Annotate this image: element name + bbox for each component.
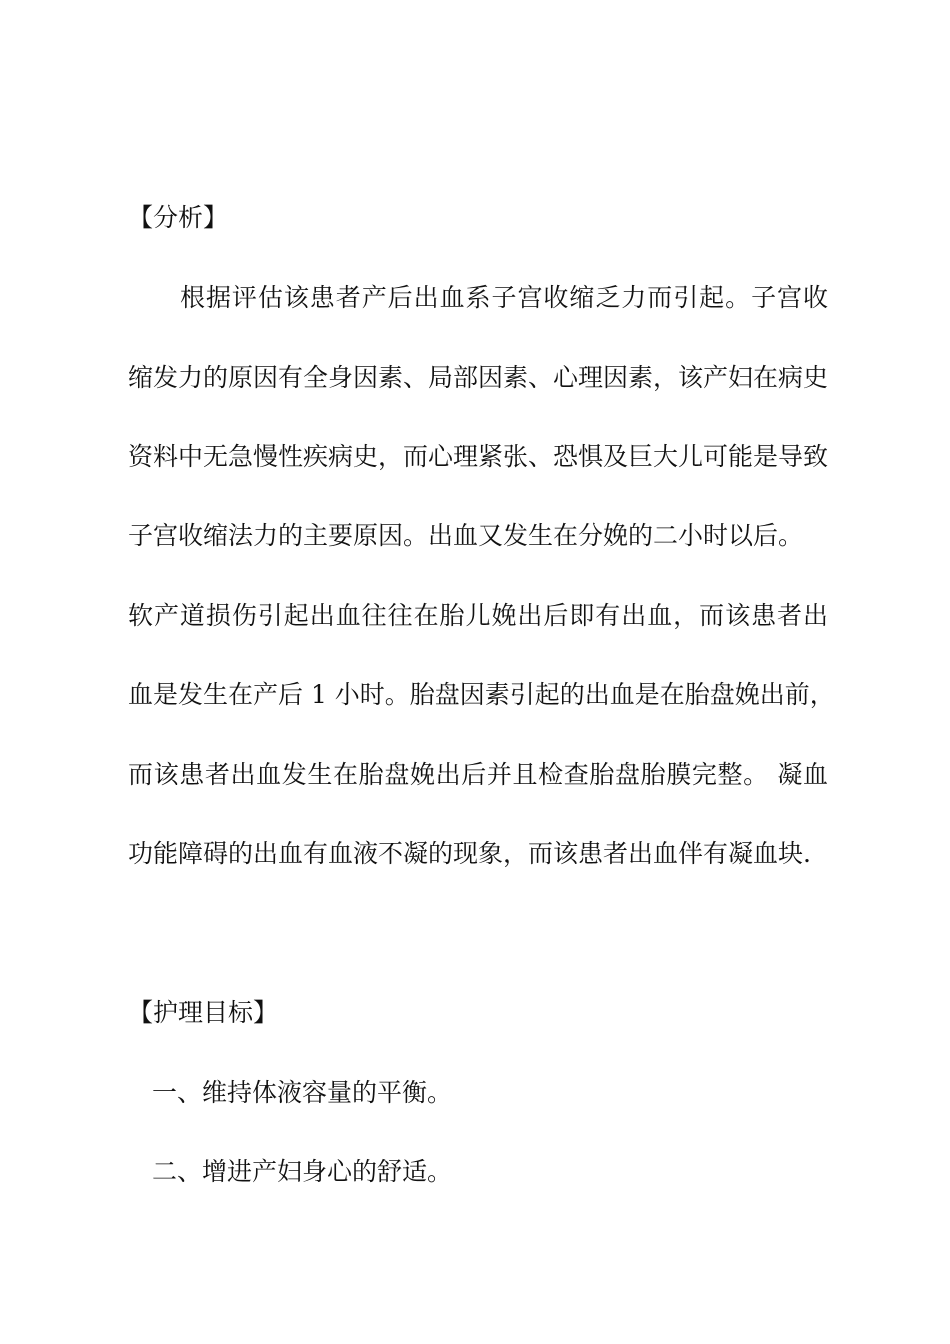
- nursing-goal-item: 一、维持体液容量的平衡。: [152, 1078, 453, 1107]
- analysis-line: 血是发生在产后 1 小时。胎盘因素引起的出血是在胎盘娩出前，: [128, 680, 835, 709]
- analysis-heading: 【分析】: [128, 203, 229, 232]
- analysis-line: 子宫收缩法力的主要原因。出血又发生在分娩的二小时以后。: [128, 521, 804, 550]
- analysis-line: 根据评估该患者产后出血系子宫收缩乏力而引起。子宫收: [180, 283, 828, 312]
- analysis-line: 资料中无急慢性疾病史，而心理紧张、恐惧及巨大儿可能是导致: [128, 442, 829, 471]
- nursing-goal-item: 二、增进产妇身心的舒适。: [152, 1157, 453, 1186]
- analysis-line: 软产道损伤引起出血往往在胎儿娩出后即有出血，而该患者出: [128, 601, 828, 630]
- analysis-line: 功能障碍的出血有血液不凝的现象，而该患者出血伴有凝血块.: [128, 839, 811, 868]
- nursing-goals-heading: 【护理目标】: [128, 998, 279, 1027]
- analysis-line: 而该患者出血发生在胎盘娩出后并且检查胎盘胎膜完整。 凝血: [128, 760, 828, 789]
- analysis-line: 缩发力的原因有全身因素、局部因素、心理因素，该产妇在病史: [128, 363, 829, 392]
